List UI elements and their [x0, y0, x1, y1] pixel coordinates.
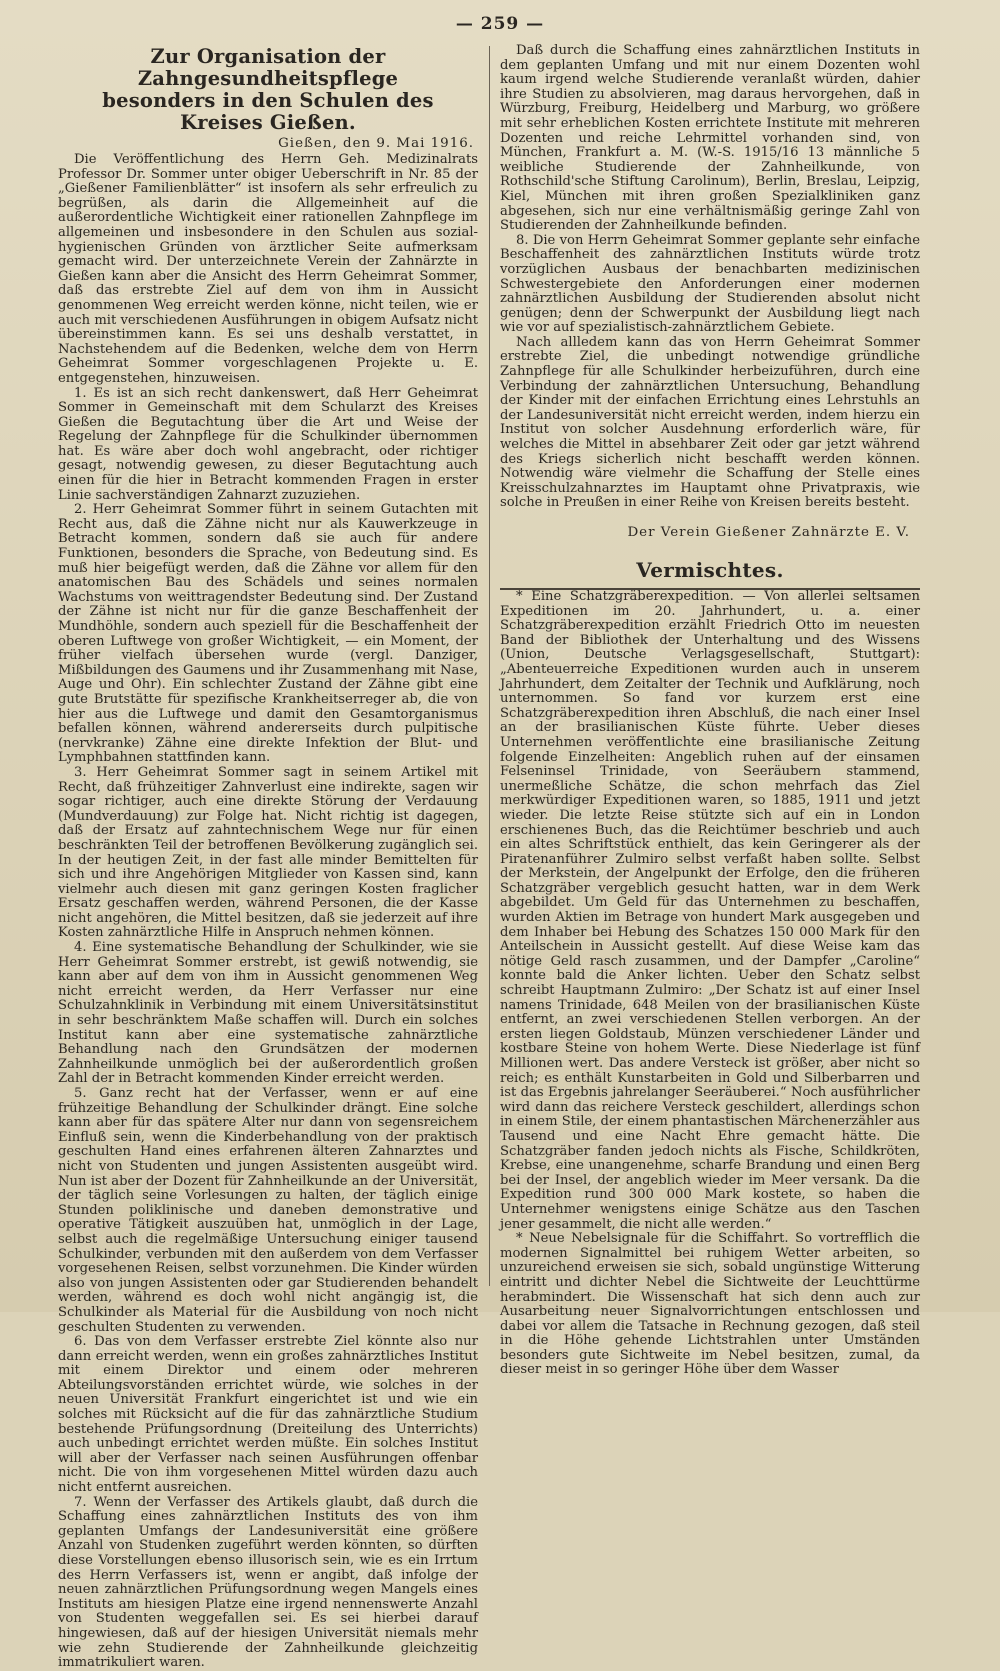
column-divider: [489, 46, 490, 1286]
article-paragraph: 2. Herr Geheimrat Sommer führt in seinem Gutachten mit Recht aus, daß die Zähne nicht nur als Kauwerkzeuge in Betracht kommen, sondern daß sie auch für andere Funktionen, besonders die Sprache, von Bedeutung sind. Es muß hier beigefügt werden, daß die Zähne vor allem für den anatomischen Bau des Schädels und seines normalen Wachstums von weittragendster Bedeutung sind. Der Zustand der Zähne ist nicht nur für die ganze Beschaffenheit der Mundhöhle, sondern auch speziell für die Beschaffenheit der oberen Luftwege von großer Wichtigkeit, — ein Moment, der früher vielfach übersehen wurde (vergl. Danziger, Mißbildungen des Gaumens und ihr Zusammenhang mit Nase, Auge und Ohr). Ein schlechter Zustand der Zähne gibt eine gute Brutstätte für spezifische Krankheitserreger ab, die von hier aus die Luftwege und damit den Gesamtorganismus befallen können, während andererseits durch pulpitische (nervkranke) Zähne eine direkte Infektion der Blut- und Lymphbahnen stattfinden kann.: [58, 502, 478, 766]
page-number: — 259 —: [455, 14, 545, 34]
article-paragraph: 6. Das von dem Verfasser erstrebte Ziel könnte also nur dann erreicht werden, wenn ein großes zahnärztliches Institut mit einem Direktor und einem oder mehreren Abteilungsvorständen errichtet würde, wie solches in der neuen Universität Frankfurt eingerichtet ist und wie ein solches mit Rücksicht auf die für das zahnärztliche Studium bestehende Prüfungsordnung (Dreiteilung des Unterrichts) auch unbedingt errichtet werden müßte. Ein solches Institut will aber der Verfasser nach seinen Ausführungen offenbar nicht. Die von ihm vorgesehenen Mittel würden dazu auch nicht entfernt ausreichen.: [58, 1334, 478, 1496]
article-dateline: Gießen, den 9. Mai 1916.: [278, 136, 474, 151]
article-title-line-2: besonders in den Schulen des Kreises Gießen.: [102, 89, 434, 134]
news-item: * Neue Nebelsignale für die Schiffahrt. So vortrefflich die modernen Signalmittel bei ruhigem Wetter arbeiten, so unzureichend erweisen sie sich, sobald ungünstige Witterung eintritt und dichter Nebel die Sichtweite der Leuchttürme herabmindert. Die Wissenschaft hat sich denn auch zur Ausarbeitung neuer Signalvorrichtungen entschlossen und dabei vor allem die Tatsache in Rechnung gezogen, daß steil in die Höhe gehende Lichtstrahlen unter Umständen besonders gute Sichtweite im Nebel besitzen, zumal, da dieser meist in so geringer Höhe über dem Wasser: [500, 1231, 920, 1378]
article-paragraph: 3. Herr Geheimrat Sommer sagt in seinem Artikel mit Recht, daß frühzeitiger Zahnverlust eine indirekte, sagen wir sogar richtiger, auch eine direkte Störung der Verdauung (Mundverdauung) zur Folge hat. Nicht richtig ist dagegen, daß der Ersatz auf zahntechnischem Wege nur für einen beschränkten Teil der betroffenen Bevölkerung zugänglich sei. In der heutigen Zeit, in der fast alle minder Bemittelten für sich und ihre Angehörigen Mitglieder von Kassen sind, kann vielmehr auch diesen mit ganz geringen Kosten fraglicher Ersatz geschaffen werden, während Personen, die der Kasse nicht angehören, die Mittel besitzen, daß sie jederzeit auf ihre Kosten zahnärztliche Hilfe in Anspruch nehmen können.: [58, 764, 478, 941]
article-paragraph: Nach allledem kann das von Herrn Geheimrat Sommer erstrebte Ziel, die unbedingt notwendige gründliche Zahnpflege für alle Schulkinder herbeizuführen, durch eine Verbindung der zahnärztlichen Untersuchung, Behandlung der Kinder mit der einfachen Errichtung eines Lehrstuhls an der Landesuniversität nicht erreicht werden, indem hierzu ein Institut von solcher Ausdehnung erforderlich wäre, für welches die Mittel in absehbarer Zeit oder gar jetzt während des Kriegs sicherlich nicht beschafft werden können. Notwendig wäre vielmehr die Schaffung der Stelle eines Kreisschulzahnarztes im Hauptamt ohne Privatpraxis, wie solche in Preußen in einer Reihe von Kreisen bereits besteht.: [500, 334, 920, 511]
article-paragraph: Daß durch die Schaffung eines zahnärztlichen Instituts in dem geplanten Umfang und mit nur einem Dozenten wohl kaum irgend welche Studierende veranlaßt würden, dahier ihre Studien zu absolvieren, mag daraus hervorgehen, daß in Würzburg, Freiburg, Heidelberg und Marburg, wo größere mit sehr erheblichen Kosten errichtete Institute mit mehreren Dozenten und reiche Lehrmittel vorhanden sind, von München, Frankfurt a. M. (W.-S. 1915/16 13 männliche 5 weibliche Studierende der Zahnheilkunde, von Rothschild'sche Stiftung Carolinum), Berlin, Breslau, Leipzig, Kiel, München mit ihren großen Spezialkliniken ganz abgesehen, sich nur eine verhältnismäßig geringe Zahl von Studierenden der Zahnheilkunde befinden.: [500, 43, 920, 234]
right-column: [500, 43, 920, 1378]
news-item: * Eine Schatzgräberexpedition. — Von allerlei seltsamen Expeditionen im 20. Jahrhundert, u. a. einer Schatzgräberexpedition erzählt Friedrich Otto im neuesten Band der Bibliothek der Unterhaltung und des Wissens (Union, Deutsche Verlagsgesellschaft, Stuttgart): „Abenteuerreiche Expeditionen wurden auch in unserem Jahrhundert, dem Zeitalter der Technik und Aufklärung, noch unternommen. So fand vor kurzem erst eine Schatzgräberexpedition ihren Abschluß, die nach einer Insel an der brasilianischen Küste führte. Ueber dieses Unternehmen veröffentlichte eine brasilianische Zeitung folgende Einzelheiten: Angeblich ruhen auf der einsamen Felseninsel Trinidade, von Seeräubern stammend, unermeßliche Schätze, die schon mehrfach das Ziel merkwürdiger Expeditionen waren, so 1885, 1911 und jetzt wieder. Die letzte Reise stützte sich auf ein in London erschienenes Buch, das die Reichtümer beschrieb und auch ein altes Schriftstück enthielt, das kein Geringerer als der Piratenanführer Zulmiro selbst verfaßt haben sollte. Selbst der Merkstein, der Angelpunkt der Erfolge, den die früheren Schatzgräber vergeblich gesucht hatten, war in dem Werk abgebildet. Um Geld für das Unternehmen zu beschaffen, wurden Aktien im Betrage von hundert Mark ausgegeben und dem Inhaber bei Hebung des Schatzes 150 000 Mark für den Anteilschein in Aussicht gestellt. Auf diese Weise kam das nötige Geld rasch zusammen, und der Dampfer „Caroline“ konnte bald die Anker lichten. Ueber den Schatz selbst schreibt Hauptmann Zulmiro: „Der Schatz ist auf einer Insel namens Trinidade, 648 Meilen von der brasilianischen Küste entfernt, an zwei verschiedenen Stellen verborgen. An der ersten liegen Goldstaub, Münzen verschiedener Länder und kostbare Steine von hohem Werte. Diese Niederlage ist fünf Millionen wert. Das andere Versteck ist größer, aber nicht so reich; es enthält Kunstarbeiten in Gold und Silberbarren und ist das Ergebnis jahrelanger Seeräuberei.“ Noch ausführlicher wird dann das reichere Versteck geschildert, allerdings schon in einem Stile, der einem phantastischen Märchenerzähler aus Tausend und eine Nacht Ehre gemacht hätte. Die Schatzgräber fanden jedoch nichts als Fische, Schildkröten, Krebse, eine unangenehme, scharfe Brandung und einen Berg bei der Insel, der angeblich wieder im Meer versank. Da die Expedition rund 300 000 Mark kostete, so haben die Unternehmer wenigstens einige Schätze aus den Taschen jener gesammelt, die nicht alle werden.“: [500, 589, 920, 1232]
article-title: [58, 46, 478, 134]
article-paragraph: 7. Wenn der Verfasser des Artikels glaubt, daß durch die Schaffung eines zahnärztlichen Instituts des von ihm geplanten Umfangs der Landesuniversität eine größere Anzahl von Studenken zugeführt werden könnten, so dürften diese Vorstellungen ebenso illusorisch sein, wie es ein Irrtum des Herrn Verfassers ist, wenn er angibt, daß infolge der neuen zahnärztlichen Prüfungsordnung wegen Mangels eines Instituts am hiesigen Platze eine irgend nennenswerte Anzahl von Studenten weggefallen sei. Es sei hierbei darauf hingewiesen, daß auf der hiesigen Universität niemals mehr wie zehn Studierende der Zahnheilkunde gleichzeitig immatrikuliert waren.: [58, 1494, 478, 1671]
article-paragraph: 4. Eine systematische Behandlung der Schulkinder, wie sie Herr Geheimrat Sommer erstrebt, ist gewiß notwendig, sie kann aber auf dem von ihm in Aussicht genommenen Weg nicht erreicht werden, da Herr Verfasser nur eine Schulzahnklinik in Verbindung mit einem Universitätsinstitut in sehr beschränktem Maße schaffen will. Durch ein solches Institut kann aber eine systematische zahnärztliche Behandlung nach den Grundsätzen der modernen Zahnheilkunde unmöglich bei der außerordentlich großen Zahl der in Betracht kommenden Kinder erreicht werden.: [58, 940, 478, 1087]
left-column: [58, 44, 478, 1671]
article-paragraph: 5. Ganz recht hat der Verfasser, wenn er auf eine frühzeitige Behandlung der Schulkinder drängt. Eine solche kann aber für das spätere Alter nur dann von segensreichem Einfluß sein, wenn die Kinderbehandlung von der praktisch geschulten Hand eines erfahrenen älteren Zahnarztes und nicht von Studenten und jungen Assistenten ausgeübt wird. Nun ist aber der Dozent für Zahnheilkunde an der Universität, der täglich seine Vorlesungen zu halten, der täglich einige Stunden poliklinische und daneben demonstrative und operative Tätigkeit auszuüben hat, unmöglich in der Lage, selbst auch die regelmäßige Untersuchung einiger tausend Schulkinder, verbunden mit den außerdem von dem Verfasser vorgesehenen Reisen, selbst vorzunehmen. Die Kinder würden also von jungen Assistenten oder gar Studierenden behandelt werden, während es doch wohl nicht angängig ist, die Schulkinder als Material für die Ausbildung von noch nicht geschulten Studenten zu verwenden.: [58, 1086, 478, 1335]
article-paragraph: Die Veröffentlichung des Herrn Geh. Medizinalrats Professor Dr. Sommer unter obiger Ueberschrift in Nr. 85 der „Gießener Familienblätter“ ist insofern als sehr erfreulich zu begrüßen, als darin die Allgemeinheit auf die außerordentliche Wichtigkeit einer rationellen Zahnpflege im allgemeinen und insbesondere in den Schulen aus sozial-hygienischen Gründen von ärztlicher Seite aufmerksam gemacht wird. Der unterzeichnete Verein der Zahnärzte in Gießen kann aber die Ansicht des Herrn Geheimrat Sommer, daß das erstrebte Ziel auf dem von ihm in Aussicht genommenen Weg erreicht werden könne, nicht teilen, wie er auch mit verschiedenen Ausführungen in obigem Aufsatz nicht übereinstimmen kann. Es sei uns deshalb verstattet, in Nachstehendem auf die Bedenken, welche dem von Herrn Geheimrat Sommer vorgeschlagenen Projekte u. E. entgegenstehen, hinzuweisen.: [58, 152, 478, 386]
article-title-line-1: Zur Organisation der Zahngesundheitspflege: [137, 45, 399, 90]
article-signature: Der Verein Gießener Zahnärzte E. V.: [627, 525, 910, 540]
section-heading: Vermischtes.: [636, 558, 784, 582]
article-paragraph: 1. Es ist an sich recht dankenswert, daß Herr Geheimrat Sommer in Gemeinschaft mit dem Schularzt des Kreises Gießen die Begutachtung über die Art und Weise der Regelung der Zahnpflege für die Schulkinder übernommen hat. Es wäre aber doch wohl angebracht, oder richtiger gesagt, notwendig gewesen, zu dieser Begutachtung auch einen für die hier in Betracht kommenden Fragen in erster Linie sachverständigen Zahnarzt zuzuziehen.: [58, 385, 478, 503]
article-paragraph: 8. Die von Herrn Geheimrat Sommer geplante sehr einfache Beschaffenheit des zahnärztlichen Instituts würde trotz vorzüglichen Ausbaus der benachbarten medizinischen Schwestergebiete den Anforderungen einer modernen zahnärztlichen Ausbildung der Studierenden absolut nicht genügen; denn der Schwerpunkt der Ausbildung liegt nach wie vor auf spezialistisch-zahnärztlichem Gebiete.: [500, 232, 920, 336]
